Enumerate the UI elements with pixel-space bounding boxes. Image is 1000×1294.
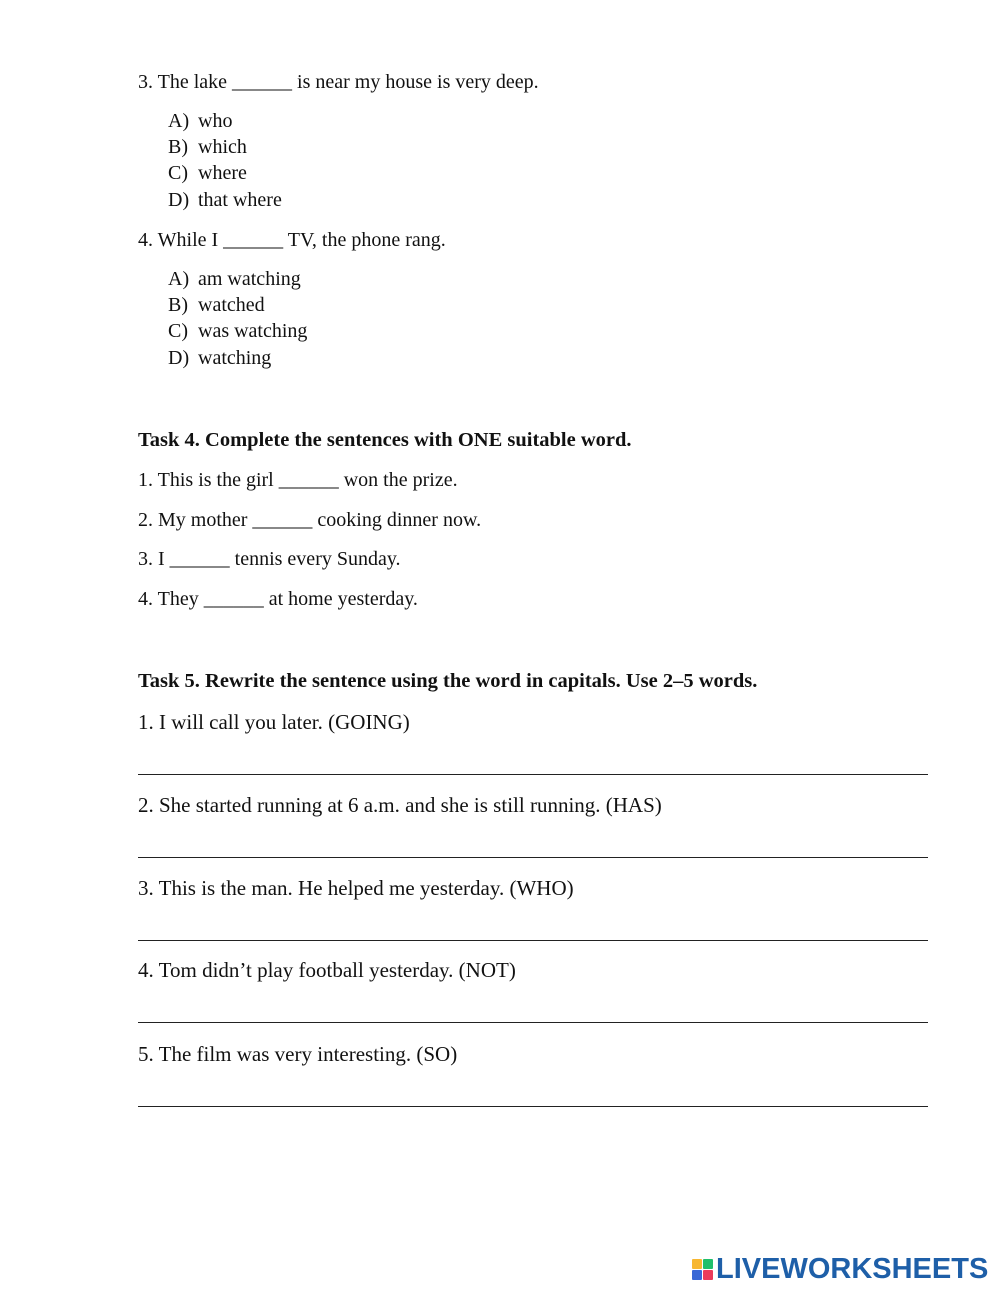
task-4-item-1[interactable]: 1. This is the girl ______ won the prize. (138, 469, 458, 491)
option-text: watched (198, 294, 265, 316)
question-3: 3. The lake ______ is near my house is very deep. (138, 71, 539, 93)
option-3a[interactable] (168, 110, 232, 133)
task-4-heading: Task 4. Complete the sentences with ONE suitable word. (138, 429, 632, 451)
option-4d[interactable] (168, 347, 271, 370)
answer-line-2[interactable] (138, 857, 928, 858)
task-5-item-1: 1. I will call you later. (GOING) (138, 710, 410, 734)
task-5-item-4: 4. Tom didn’t play football yesterday. (NOT) (138, 958, 516, 982)
option-letter: A) (168, 110, 190, 132)
task-5-heading: Task 5. Rewrite the sentence using the word in capitals. Use 2–5 words. (138, 670, 758, 692)
task-4-item-2[interactable]: 2. My mother ______ cooking dinner now. (138, 509, 482, 531)
option-letter: A) (168, 268, 190, 290)
option-text: was watching (198, 320, 308, 342)
option-letter: C) (168, 162, 188, 184)
option-3d[interactable] (168, 189, 282, 212)
option-letter: B) (168, 294, 188, 316)
liveworksheets-logo-icon (692, 1259, 713, 1280)
option-text: am watching (198, 268, 301, 290)
logo-text: LIVEWORKSHEETS (716, 1253, 989, 1285)
option-letter: D) (168, 347, 190, 369)
logo-icon-square (692, 1259, 702, 1269)
task-5-item-5: 5. The film was very interesting. (SO) (138, 1042, 458, 1066)
option-letter: D) (168, 189, 190, 211)
option-text: that where (198, 189, 282, 211)
task-5-item-2: 2. She started running at 6 a.m. and she is still running. (HAS) (138, 793, 662, 817)
option-text: which (198, 136, 247, 158)
task-5-item-3: 3. This is the man. He helped me yesterday. (WHO) (138, 876, 574, 900)
option-3b[interactable] (168, 136, 247, 159)
option-letter: B) (168, 136, 188, 158)
answer-line-4[interactable] (138, 1022, 928, 1023)
answer-line-3[interactable] (138, 940, 928, 941)
option-letter: C) (168, 320, 188, 342)
option-4b[interactable] (168, 294, 265, 317)
option-text: where (198, 162, 247, 184)
logo-icon-square (703, 1259, 713, 1269)
answer-line-5[interactable] (138, 1106, 928, 1107)
option-text: who (198, 110, 233, 132)
task-4-item-4[interactable]: 4. They ______ at home yesterday. (138, 588, 418, 610)
task-4-item-3[interactable]: 3. I ______ tennis every Sunday. (138, 548, 401, 570)
question-4: 4. While I ______ TV, the phone rang. (138, 229, 446, 251)
option-text: watching (198, 347, 272, 369)
option-4a[interactable] (168, 268, 301, 291)
answer-line-1[interactable] (138, 774, 928, 775)
option-3c[interactable] (168, 162, 247, 185)
logo-icon-square (703, 1270, 713, 1280)
liveworksheets-logo (692, 1254, 988, 1284)
option-4c[interactable] (168, 320, 307, 343)
logo-icon-square (692, 1270, 702, 1280)
